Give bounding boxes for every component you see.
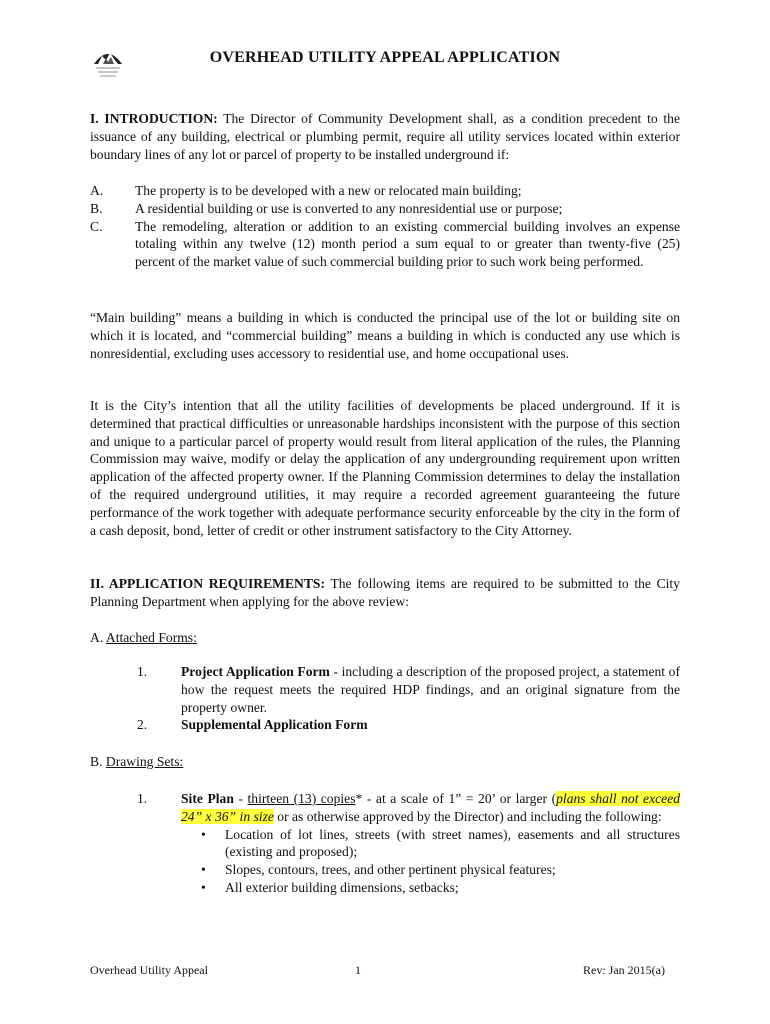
condition-item — [90, 218, 680, 271]
section-a-heading: A. Attached Forms: — [90, 630, 197, 645]
form-item — [137, 716, 680, 734]
introduction-paragraph — [90, 110, 680, 163]
site-plan-requirements — [181, 826, 680, 897]
section-b-title: Drawing Sets: — [105, 754, 184, 769]
section-a-title: Attached Forms: — [105, 630, 197, 645]
bullet-icon: • — [201, 826, 206, 842]
condition-label: B. — [90, 200, 103, 216]
condition-text: A residential building or use is converted to any nonresidential use or purpose; — [135, 200, 563, 216]
form-item-title: Project Application Form — [181, 664, 330, 679]
drawing-item: 1. Site Plan - thirteen (13) copies* - at a scale of 1” = 20’ or larger (plans shall not exceed 24” x 36” in size or as otherwise approved by the Director) and including the following: • Location of lot lines, streets (with street names), easements and all structures (existing and proposed); • Slopes, contours, trees, and other pertinent physical features; • All exterior building dimensions, setbacks; — [137, 791, 680, 895]
drawing-item-number: 1. — [137, 791, 148, 806]
section-b-heading: B. Drawing Sets: — [90, 754, 184, 769]
condition-list — [90, 182, 680, 271]
condition-item — [90, 200, 680, 218]
form-item-number: 2. — [137, 717, 148, 733]
form-item-title: Supplemental Application Form — [181, 717, 368, 733]
introduction-heading: I. INTRODUCTION: — [90, 111, 218, 126]
requirements-text: The following items are required to be submitted to the City Planning Department when applying for the above review: — [90, 576, 680, 609]
drawing-item-title: Site Plan — [181, 791, 234, 806]
form-item — [137, 663, 680, 716]
condition-text: The remodeling, alteration or addition to an existing commercial building involves an expense totaling within any twelve (12) month period a sum equal to or greater than twenty-five (25) percent of the market value of such commercial building prior to such work being performed. — [135, 218, 680, 270]
bullet-icon: • — [201, 862, 206, 878]
form-item-number: 1. — [137, 664, 148, 679]
condition-text: The property is to be developed with a new or relocated main building; — [135, 183, 522, 198]
footer-page-number: 1 — [355, 963, 361, 977]
condition-label: A. — [90, 183, 104, 198]
drawing-sets-list — [137, 790, 680, 897]
condition-item — [90, 182, 680, 200]
introduction-text: The Director of Community Development shall, as a condition precedent to the issuance of any building, electrical or plumbing permit, require all utility services located within exterior boundary lines of any lot or parcel of property to be installed underground if: — [90, 111, 680, 162]
document-title: OVERHEAD UTILITY APPEAL APPLICATION — [209, 49, 561, 66]
list-item: • Location of lot lines, streets (with street names), easements and all structures (existing and proposed); — [201, 826, 680, 860]
requirements-paragraph — [90, 575, 680, 611]
form-item-text: - including a description of the proposed project, a statement of how the request meets the required HDP findings, and an original signature from the property owner. — [181, 664, 680, 715]
requirements-heading: II. APPLICATION REQUIREMENTS: — [90, 576, 326, 591]
copies-count: thirteen (13) copies — [247, 791, 356, 806]
footer-revision: Rev: Jan 2015(a) — [583, 963, 665, 977]
footer-document-name: Overhead Utility Appeal — [90, 963, 208, 977]
condition-label: C. — [90, 218, 103, 234]
intention-paragraph: It is the City’s intention that all the utility facilities of developments be placed underground. If it is determined that practical difficulties or unreasonable hardships inconsistent with the purpose of this section and unique to a particular parcel of property would result from literal application of the rules, the Planning Commission may waive, modify or delay the application of any undergrounding requirement upon written application of the affected property owner. If the Planning Commission determines to delay the installation of the required underground utilities, it may require a recorded agreement guaranteeing the future performance of the work together with adequate performance security enforceable by the city in the form of a cash deposit, bond, letter of credit or other instrument satisfactory to the City Attorney. — [90, 398, 680, 538]
definition-paragraph: “Main building” means a building in which is conducted the principal use of the lot or building site on which it is located, and “commercial building” means a building in which is conducted any use which is nonresidential, excluding uses accessory to residential use, and home occupational uses. — [90, 310, 680, 361]
list-item: • All exterior building dimensions, setbacks; — [201, 879, 459, 895]
size-limit-highlight: plans shall not exceed 24” x 36” in size — [181, 791, 680, 824]
attached-forms-list — [137, 663, 680, 734]
bullet-icon: • — [201, 879, 206, 895]
list-item: • Slopes, contours, trees, and other pertinent physical features; — [201, 862, 556, 878]
